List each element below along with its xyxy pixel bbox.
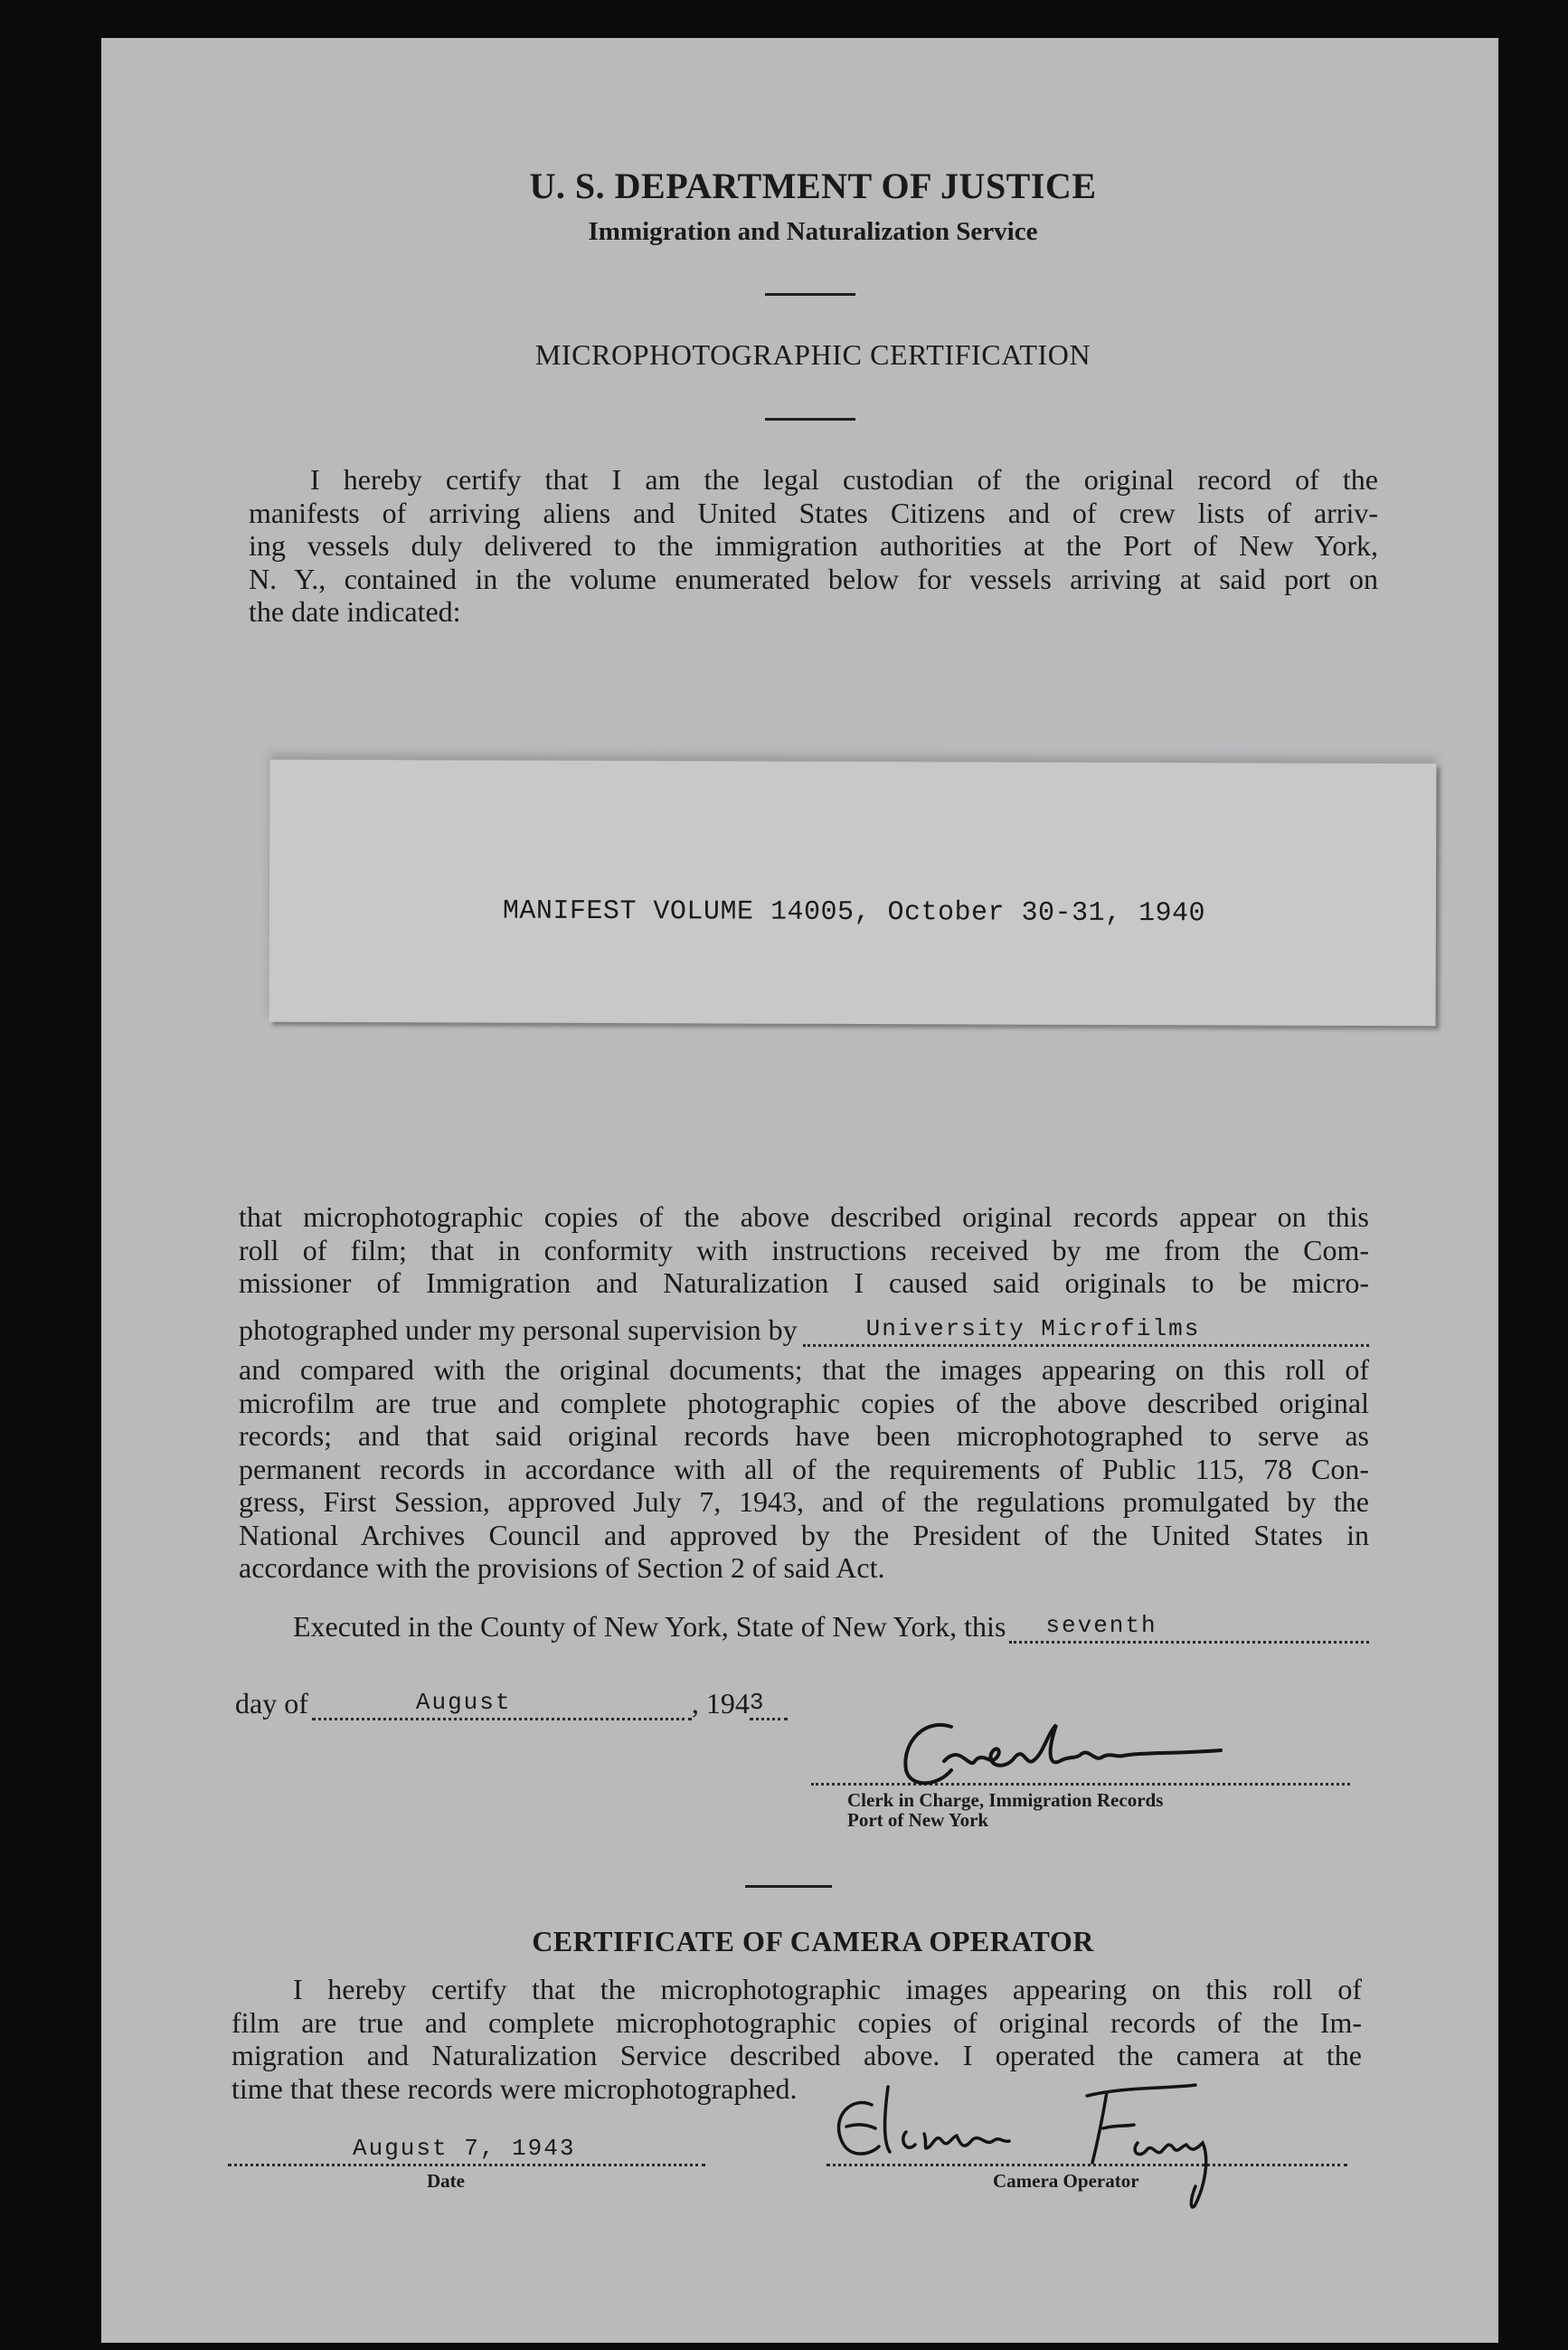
section-divider xyxy=(745,1885,832,1888)
service-subheading: Immigration and Naturalization Service xyxy=(588,217,1038,246)
day-dotted-line xyxy=(1009,1612,1369,1644)
month-value: August xyxy=(415,1689,512,1716)
intro-line: I hereby certify that I am the legal custodian of the original record of the xyxy=(310,463,1378,496)
camera-operator-label: Camera Operator xyxy=(993,2170,1139,2192)
body-line: National Archives Council and approved by the President of the United States in xyxy=(239,1518,1369,1551)
body-line: accordance with the provisions of Section 2 of said Act. xyxy=(239,1551,885,1584)
certificate-sheet xyxy=(101,38,1498,2343)
intro-line: manifests of arriving aliens and United States Citizens and of crew lists of arriv- xyxy=(249,496,1378,529)
clerk-title-line2: Port of New York xyxy=(847,1809,989,1831)
volume-label-text: MANIFEST VOLUME 14005, October 30-31, 1940 xyxy=(502,895,1206,930)
clerk-signature xyxy=(888,1707,1232,1797)
camera-line: time that these records were microphotographed. xyxy=(231,2071,798,2105)
header-divider xyxy=(765,293,855,296)
month-dotted-line xyxy=(312,1689,692,1720)
body-line: microfilm are true and complete photographic copies of the above described original xyxy=(239,1386,1369,1419)
date-line xyxy=(235,1682,922,1720)
year-dotted-line xyxy=(749,1689,788,1720)
camera-line: migration and Naturalization Service described above. I operated the camera at the xyxy=(231,2039,1362,2071)
body-paragraph-a xyxy=(239,1200,1369,1300)
operator-signature xyxy=(816,2069,1241,2213)
clerk-title-line1: Clerk in Charge, Immigration Records xyxy=(847,1789,1164,1811)
supervision-prefix: photographed under my personal supervision by xyxy=(239,1313,798,1346)
intro-line: ing vessels duly delivered to the immigration authorities at the Port of New York, xyxy=(249,529,1378,562)
intro-line: the date indicated: xyxy=(249,595,461,628)
camera-certificate-heading: CERTIFICATE OF CAMERA OPERATOR xyxy=(532,1925,1094,1957)
camera-date-label: Date xyxy=(427,2170,465,2192)
intro-paragraph xyxy=(249,463,1378,629)
camera-line: film are true and complete microphotographic copies of original records of the Im- xyxy=(231,2005,1362,2039)
execution-line xyxy=(293,1606,1369,1644)
body-line: gress, First Session, approved July 7, 1943, and of the regulations promulgated by the xyxy=(239,1485,1369,1518)
camera-line: I hereby certify that the microphotographic images appearing on this roll of xyxy=(293,1973,1362,2005)
camera-date-value: August 7, 1943 xyxy=(353,2135,576,2162)
department-heading: U. S. DEPARTMENT OF JUSTICE xyxy=(529,166,1097,206)
body-line: that microphotographic copies of the above described original records appear on this xyxy=(239,1200,1369,1233)
volume-label-strip xyxy=(269,760,1436,1027)
title-divider xyxy=(765,418,855,421)
certification-title: MICROPHOTOGRAPHIC CERTIFICATION xyxy=(534,338,1091,371)
day-of-label: day of xyxy=(235,1687,308,1720)
supervision-line xyxy=(239,1311,1369,1347)
body-line: permanent records in accordance with all of the requirements of Public 115, 78 Con- xyxy=(239,1452,1369,1485)
date-signature-line xyxy=(228,2164,705,2166)
execution-prefix: Executed in the County of New York, State of New York, this xyxy=(293,1610,1006,1643)
body-line: missioner of Immigration and Naturalization I caused said originals to be micro- xyxy=(239,1266,1369,1299)
intro-line: N. Y., contained in the volume enumerated below for vessels arriving at said port on xyxy=(249,562,1378,595)
day-value: seventh xyxy=(1045,1612,1157,1639)
supervision-dotted-line xyxy=(803,1315,1369,1347)
year-prefix: , 194 xyxy=(691,1687,750,1720)
body-line: records; and that said original records have been microphotographed to serve as xyxy=(239,1419,1369,1452)
supervision-value: University Microfilms xyxy=(865,1315,1201,1342)
body-paragraph-b xyxy=(239,1353,1369,1585)
body-line: and compared with the original documents; that the images appearing on this roll of xyxy=(239,1353,1369,1386)
body-line: roll of film; that in conformity with instructions received by me from the Com- xyxy=(239,1233,1369,1266)
year-value: 3 xyxy=(749,1689,764,1716)
